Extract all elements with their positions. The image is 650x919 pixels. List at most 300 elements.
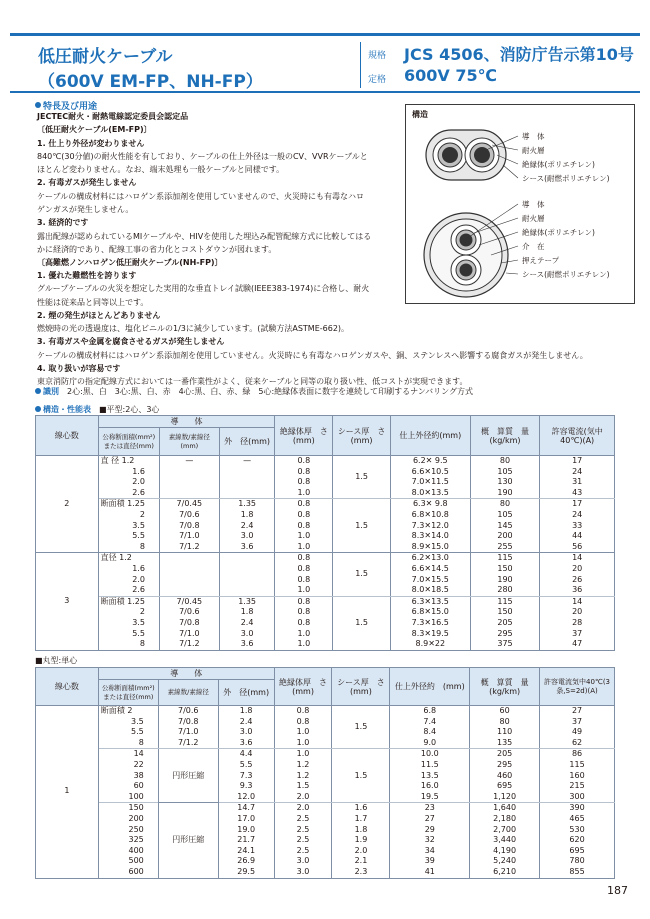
feature-heading: 1. 優れた難燃性を誇ります — [37, 271, 137, 280]
mass-cell: 190 — [470, 488, 540, 499]
feature-heading: 〔高難燃ノンハロゲン低圧耐火ケーブル(NH-FP)〕 — [37, 258, 223, 268]
nominal-area-cell: 3.5 — [98, 521, 159, 532]
diagram-label: 介 在 — [522, 242, 545, 251]
diagram-title: 構造 — [412, 110, 428, 119]
mass-cell: 255 — [470, 542, 540, 553]
current-cell: 390 — [540, 803, 615, 814]
current-cell: 44 — [540, 531, 615, 542]
strands-cell: 7/1.0 — [159, 531, 219, 542]
od-cell: 4.4 — [218, 749, 274, 760]
col-strands: 素線数/素線径(mm) — [159, 428, 219, 456]
od-cell: 3.0 — [219, 629, 275, 640]
insulation-cell: 0.8 — [274, 706, 332, 717]
col-sheath: シース厚 さ(mm) — [332, 668, 390, 706]
strands-cell — [159, 477, 219, 488]
strands-cell: 7/0.8 — [158, 717, 218, 728]
feature-text: ケーブルの構成材料にはハロゲン系添加剤を使用していませんので、火災時にも有毒なハロ — [37, 191, 364, 201]
finish-od-cell: 6.3✕13.5 — [390, 596, 470, 607]
current-cell: 17 — [540, 456, 615, 467]
nominal-area-cell: 200 — [98, 814, 158, 825]
mass-cell: 205 — [470, 749, 540, 760]
diagram-label: 絶縁体(ポリエチレン) — [522, 228, 595, 237]
page-number: 187 — [607, 884, 628, 897]
finish-od-cell: 29 — [390, 825, 470, 836]
nominal-area-cell: 3.5 — [98, 618, 159, 629]
od-cell — [219, 488, 275, 499]
od-cell: 21.7 — [218, 835, 274, 846]
strands-cell — [159, 488, 219, 499]
od-cell: 2.4 — [219, 618, 275, 629]
table-row — [36, 792, 615, 803]
mass-cell: 200 — [470, 531, 540, 542]
col-insulation: 絶縁体厚 さ(mm) — [275, 416, 333, 456]
feature-heading: 3. 経済的です — [37, 218, 89, 228]
table-row — [36, 575, 615, 586]
nominal-area-cell: 2.6 — [98, 488, 159, 499]
insulation-cell: 1.0 — [275, 488, 333, 499]
insulation-cell: 0.8 — [275, 596, 333, 607]
insulation-cell: 0.8 — [275, 521, 333, 532]
nominal-area-cell: 2.0 — [98, 477, 159, 488]
mass-cell: 280 — [470, 585, 540, 596]
strands-cell: — — [159, 456, 219, 467]
strands-cell: 7/1.0 — [159, 629, 219, 640]
insulation-cell: 0.8 — [275, 618, 333, 629]
current-cell: 47 — [540, 639, 615, 650]
od-cell: 1.35 — [219, 596, 275, 607]
strands-cell: 円形圧縮 — [158, 749, 218, 803]
strands-cell: 円形圧縮 — [158, 803, 218, 878]
rating-label: 定格 — [368, 75, 387, 85]
finish-od-cell: 13.5 — [390, 771, 470, 782]
insulation-cell: 2.5 — [274, 825, 332, 836]
mass-cell: 5,240 — [470, 856, 540, 867]
insulation-cell: 1.0 — [275, 542, 333, 553]
nominal-area-cell: 断面積 1.25 — [98, 596, 159, 607]
sheath-cell: 1.5 — [333, 553, 391, 596]
finish-od-cell: 27 — [390, 814, 470, 825]
insulation-cell: 0.8 — [275, 553, 333, 564]
mass-cell: 460 — [470, 771, 540, 782]
od-cell: 3.0 — [219, 531, 275, 542]
table-row — [36, 618, 615, 629]
sheath-cell: 1.8 — [332, 825, 390, 836]
diagram-label: 耐火層 — [522, 214, 545, 223]
strands-cell: 7/0.8 — [159, 618, 219, 629]
table-row — [36, 596, 615, 607]
spec-value: JCS 4506、消防庁告示第10号 — [404, 45, 634, 64]
mass-cell: 2,180 — [470, 814, 540, 825]
spec-table-flat — [35, 415, 615, 651]
nominal-area-cell: 1.6 — [98, 564, 159, 575]
feature-text: グループケーブルの火災を想定した実用的な垂直トレイ試験(IEEE383-1974)に合格し、耐火 — [37, 284, 370, 294]
nominal-area-cell: 14 — [98, 749, 158, 760]
insulation-cell: 2.0 — [274, 803, 332, 814]
od-cell: 9.3 — [218, 781, 274, 792]
od-cell: 24.1 — [218, 846, 274, 857]
current-cell: 86 — [540, 749, 615, 760]
insulation-cell: 0.8 — [275, 467, 333, 478]
nominal-area-cell: 1.6 — [98, 467, 159, 478]
current-cell: 780 — [540, 856, 615, 867]
table-row — [36, 456, 615, 467]
nominal-area-cell: 直 径 1.2 — [98, 456, 159, 467]
strands-cell: 7/0.6 — [159, 607, 219, 618]
od-cell: 19.0 — [218, 825, 274, 836]
strands-cell — [159, 575, 219, 586]
page-title: 低圧耐火ケーブル — [38, 47, 173, 67]
strands-cell — [159, 467, 219, 478]
current-cell: 37 — [540, 629, 615, 640]
insulation-cell: 1.2 — [274, 771, 332, 782]
insulation-cell: 0.8 — [275, 456, 333, 467]
current-cell: 300 — [540, 792, 615, 803]
insulation-cell: 1.5 — [274, 781, 332, 792]
mass-cell: 130 — [470, 477, 540, 488]
mass-cell: 2,700 — [470, 825, 540, 836]
feature-text: 東京消防庁の指定配線方式においては一番作業性がよく、従来ケーブルと同等の取り扱い性、低コストが実現できます。 — [37, 377, 468, 387]
finish-od-cell: 8.0✕13.5 — [390, 488, 470, 499]
od-cell: 1.8 — [219, 607, 275, 618]
finish-od-cell: 8.3✕19.5 — [390, 629, 470, 640]
current-cell: 26 — [540, 575, 615, 586]
od-cell — [219, 467, 275, 478]
table-row — [36, 727, 615, 738]
strands-cell — [159, 553, 219, 564]
od-cell: 14.7 — [218, 803, 274, 814]
diagram-label: シース(耐燃ポリエチレン) — [522, 270, 610, 279]
cores-cell: 2 — [36, 456, 99, 553]
table-row — [36, 856, 615, 867]
insulation-cell: 2.5 — [274, 835, 332, 846]
mass-cell: 1,640 — [470, 803, 540, 814]
table-row — [36, 749, 615, 760]
feature-heading: 2. 煙の発生がほとんどありません — [37, 310, 161, 320]
nominal-area-cell: 400 — [98, 846, 158, 857]
feature-text: 840℃(30分値)の耐火性能を有しており、ケーブルの仕上外径は一般のCV、VVRケーブルと — [37, 151, 368, 161]
sheath-cell: 2.3 — [332, 867, 390, 878]
od-cell: 29.5 — [218, 867, 274, 878]
od-cell: 3.0 — [218, 727, 274, 738]
mass-cell: 105 — [470, 510, 540, 521]
structure-diagram — [405, 104, 635, 304]
table-row — [36, 771, 615, 782]
finish-od-cell: 7.0✕11.5 — [390, 477, 470, 488]
current-cell: 115 — [540, 760, 615, 771]
col-conductor: 導 体 — [98, 416, 275, 428]
current-cell: 17 — [540, 499, 615, 510]
col-conductor: 導 体 — [98, 668, 274, 680]
sheath-cell: 2.0 — [332, 846, 390, 857]
col-finish-od: 仕上外径約 (mm) — [390, 668, 470, 706]
cores-cell: 3 — [36, 553, 99, 650]
od-cell: 2.4 — [219, 521, 275, 532]
finish-od-cell: 7.3✕16.5 — [390, 618, 470, 629]
mass-cell: 295 — [470, 629, 540, 640]
features-heading: 特長及び用途 — [35, 99, 97, 112]
finish-od-cell: 41 — [390, 867, 470, 878]
insulation-cell: 3.0 — [274, 856, 332, 867]
feature-text: かに経済的であり、配線工事の省力化とコストダウンが図れます。 — [37, 244, 277, 254]
rating-value: 600V 75℃ — [404, 66, 497, 85]
finish-od-cell: 7.4 — [390, 717, 470, 728]
strands-cell: 7/1.2 — [159, 542, 219, 553]
strands-cell: 7/1.2 — [158, 738, 218, 749]
finish-od-cell: 8.0✕18.5 — [390, 585, 470, 596]
mass-cell: 3,440 — [470, 835, 540, 846]
current-cell: 24 — [540, 467, 615, 478]
sheath-cell: 1.5 — [333, 499, 391, 553]
mass-cell: 295 — [470, 760, 540, 771]
current-cell: 160 — [540, 771, 615, 782]
current-cell: 24 — [540, 510, 615, 521]
current-cell: 855 — [540, 867, 615, 878]
current-cell: 31 — [540, 477, 615, 488]
strands-cell: 7/0.8 — [159, 521, 219, 532]
od-cell: 17.0 — [218, 814, 274, 825]
od-cell: 26.9 — [218, 856, 274, 867]
nominal-area-cell: 600 — [98, 867, 158, 878]
mass-cell: 60 — [470, 706, 540, 717]
strands-cell: 7/1.2 — [159, 639, 219, 650]
finish-od-cell: 23 — [390, 803, 470, 814]
cores-cell: 1 — [36, 706, 99, 879]
mass-cell: 190 — [470, 575, 540, 586]
table-row — [36, 846, 615, 857]
current-cell: 215 — [540, 781, 615, 792]
nominal-area-cell: 100 — [98, 792, 158, 803]
finish-od-cell: 39 — [390, 856, 470, 867]
finish-od-cell: 7.3✕12.0 — [390, 521, 470, 532]
sheath-cell: 1.5 — [332, 749, 390, 803]
nominal-area-cell: 断面積 1.25 — [98, 499, 159, 510]
od-cell — [219, 553, 275, 564]
finish-od-cell: 8.3✕14.0 — [390, 531, 470, 542]
nominal-area-cell: 2.0 — [98, 575, 159, 586]
insulation-cell: 2.0 — [274, 792, 332, 803]
strands-cell — [159, 564, 219, 575]
mass-cell: 115 — [470, 596, 540, 607]
bullet-icon — [35, 102, 41, 108]
mass-cell: 105 — [470, 467, 540, 478]
nominal-area-cell: 2.6 — [98, 585, 159, 596]
current-cell: 28 — [540, 618, 615, 629]
current-cell: 33 — [540, 521, 615, 532]
col-nominal-area: 公称断面積(mm²)または直径(mm) — [98, 428, 159, 456]
od-cell: — — [219, 456, 275, 467]
feature-heading: 3. 有毒ガスや金属を腐食させるガスが発生しません — [37, 337, 225, 347]
insulation-cell: 1.2 — [274, 760, 332, 771]
mass-cell: 150 — [470, 607, 540, 618]
od-cell: 3.6 — [219, 639, 275, 650]
insulation-cell: 1.0 — [275, 531, 333, 542]
table-row — [36, 825, 615, 836]
finish-od-cell: 6.8 — [390, 706, 470, 717]
nominal-area-cell: 8 — [98, 639, 159, 650]
finish-od-cell: 8.9✕22 — [390, 639, 470, 650]
table2-heading: ■丸型:単心 — [35, 656, 78, 665]
features-text — [37, 110, 407, 270]
sheath-cell: 1.5 — [332, 706, 390, 749]
sheath-cell: 2.1 — [332, 856, 390, 867]
nominal-area-cell: 直径 1.2 — [98, 553, 159, 564]
feature-heading: 2. 有毒ガスが発生しません — [37, 178, 137, 188]
col-current: 許容電流気中40℃(3条,S=2d)(A) — [540, 668, 615, 706]
table-row — [36, 531, 615, 542]
sheath-cell: 1.5 — [333, 456, 391, 499]
insulation-cell: 0.8 — [275, 477, 333, 488]
current-cell: 43 — [540, 488, 615, 499]
strands-cell: 7/0.6 — [158, 706, 218, 717]
finish-od-cell: 9.0 — [390, 738, 470, 749]
insulation-cell: 0.8 — [275, 499, 333, 510]
table-row — [36, 706, 615, 717]
finish-od-cell: 6.6✕10.5 — [390, 467, 470, 478]
od-cell: 1.8 — [219, 510, 275, 521]
feature-text: ほとんど変わりません。なお、端末処理も一般ケーブルと同様です。 — [37, 165, 285, 175]
od-cell: 7.3 — [218, 771, 274, 782]
diagram-label: 導 体 — [522, 132, 545, 141]
col-cores: 線心数 — [36, 416, 99, 456]
title-header — [10, 33, 640, 93]
col-sheath: シース厚 さ(mm) — [333, 416, 391, 456]
nominal-area-cell: 2 — [98, 607, 159, 618]
current-cell: 37 — [540, 717, 615, 728]
nominal-area-cell: 5.5 — [98, 531, 159, 542]
header-divider — [360, 42, 361, 88]
od-cell: 1.8 — [218, 706, 274, 717]
mass-cell: 4,190 — [470, 846, 540, 857]
insulation-cell: 2.5 — [274, 814, 332, 825]
od-cell — [219, 585, 275, 596]
nominal-area-cell: 5.5 — [98, 629, 159, 640]
finish-od-cell: 6.3✕ 9.8 — [390, 499, 470, 510]
strands-cell: 7/0.45 — [159, 596, 219, 607]
finish-od-cell: 6.8✕15.0 — [390, 607, 470, 618]
od-cell: 12.0 — [218, 792, 274, 803]
table-row — [36, 760, 615, 771]
od-cell: 5.5 — [218, 760, 274, 771]
table-row — [36, 585, 615, 596]
col-od: 外 径(mm) — [218, 680, 274, 706]
sheath-cell: 1.6 — [332, 803, 390, 814]
table-row — [36, 607, 615, 618]
finish-od-cell: 16.0 — [390, 781, 470, 792]
mass-cell: 115 — [470, 553, 540, 564]
finish-od-cell: 7.0✕15.5 — [390, 575, 470, 586]
mass-cell: 6,210 — [470, 867, 540, 878]
feature-text: 性能は従来品と同等以上です。 — [37, 297, 149, 307]
insulation-cell: 0.8 — [275, 564, 333, 575]
current-cell: 14 — [540, 553, 615, 564]
table-row — [36, 521, 615, 532]
feature-heading: 〔低圧耐火ケーブル(EM-FP)〕 — [37, 125, 152, 135]
diagram-label: 絶縁体(ポリエチレン) — [522, 160, 595, 169]
col-od: 外 径(mm) — [219, 428, 275, 456]
current-cell: 27 — [540, 706, 615, 717]
sheath-cell: 1.9 — [332, 835, 390, 846]
strands-cell: 7/1.0 — [158, 727, 218, 738]
current-cell: 620 — [540, 835, 615, 846]
mass-cell: 110 — [470, 727, 540, 738]
nominal-area-cell: 150 — [98, 803, 158, 814]
mass-cell: 145 — [470, 521, 540, 532]
table-row — [36, 803, 615, 814]
insulation-cell: 1.0 — [274, 749, 332, 760]
current-cell: 36 — [540, 585, 615, 596]
insulation-cell: 1.0 — [274, 727, 332, 738]
table-row — [36, 553, 615, 564]
nominal-area-cell: 500 — [98, 856, 158, 867]
mass-cell: 80 — [470, 456, 540, 467]
page-subtitle: （600V EM-FP、NH-FP） — [38, 72, 263, 92]
bullet-icon — [35, 388, 41, 394]
mass-cell: 80 — [470, 499, 540, 510]
insulation-cell: 1.0 — [274, 738, 332, 749]
feature-heading: 4. 取り扱いが容易です — [37, 364, 121, 374]
current-cell: 56 — [540, 542, 615, 553]
diagram-label: シース(耐燃ポリエチレン) — [522, 174, 610, 183]
col-insulation: 絶縁体厚 さ(mm) — [274, 668, 332, 706]
table-row — [36, 542, 615, 553]
insulation-cell: 1.0 — [275, 629, 333, 640]
od-cell: 1.35 — [219, 499, 275, 510]
insulation-cell: 3.0 — [274, 867, 332, 878]
sheath-cell: 1.5 — [333, 596, 391, 650]
diagram-label: 導 体 — [522, 200, 545, 209]
current-cell: 62 — [540, 738, 615, 749]
bullet-icon — [35, 406, 41, 412]
finish-od-cell: 6.2✕13.0 — [390, 553, 470, 564]
nominal-area-cell: 断面積 2 — [98, 706, 158, 717]
col-nominal-area: 公称断面積(mm²)または直径(mm) — [98, 680, 158, 706]
insulation-cell: 2.5 — [274, 846, 332, 857]
col-mass: 概 算質 量(kg/km) — [470, 668, 540, 706]
table-row — [36, 629, 615, 640]
strands-cell: 7/0.45 — [159, 499, 219, 510]
feature-text: 燃焼時の光の透過度は、塩化ビニルの1/3に減少しています。(試験方法ASTME-662)。 — [37, 324, 350, 334]
finish-od-cell: 8.4 — [390, 727, 470, 738]
current-cell: 14 — [540, 596, 615, 607]
spec-table-round — [35, 667, 615, 879]
insulation-cell: 1.0 — [275, 639, 333, 650]
finish-od-cell: 8.9✕15.0 — [390, 542, 470, 553]
col-cores: 線心数 — [36, 668, 99, 706]
current-cell: 695 — [540, 846, 615, 857]
finish-od-cell: 19.5 — [390, 792, 470, 803]
current-cell: 530 — [540, 825, 615, 836]
nominal-area-cell: 5.5 — [98, 727, 158, 738]
current-cell: 465 — [540, 814, 615, 825]
table-row — [36, 717, 615, 728]
table-row — [36, 510, 615, 521]
od-cell: 3.6 — [219, 542, 275, 553]
finish-od-cell: 6.8✕10.8 — [390, 510, 470, 521]
mass-cell: 80 — [470, 717, 540, 728]
nominal-area-cell: 325 — [98, 835, 158, 846]
finish-od-cell: 32 — [390, 835, 470, 846]
nominal-area-cell: 2 — [98, 510, 159, 521]
nominal-area-cell: 8 — [98, 738, 158, 749]
insulation-cell: 0.8 — [275, 607, 333, 618]
nominal-area-cell: 60 — [98, 781, 158, 792]
mass-cell: 375 — [470, 639, 540, 650]
finish-od-cell: 34 — [390, 846, 470, 857]
col-mass: 概 算質 量(kg/km) — [470, 416, 540, 456]
table-row — [36, 781, 615, 792]
table-row — [36, 477, 615, 488]
insulation-cell: 0.8 — [275, 575, 333, 586]
